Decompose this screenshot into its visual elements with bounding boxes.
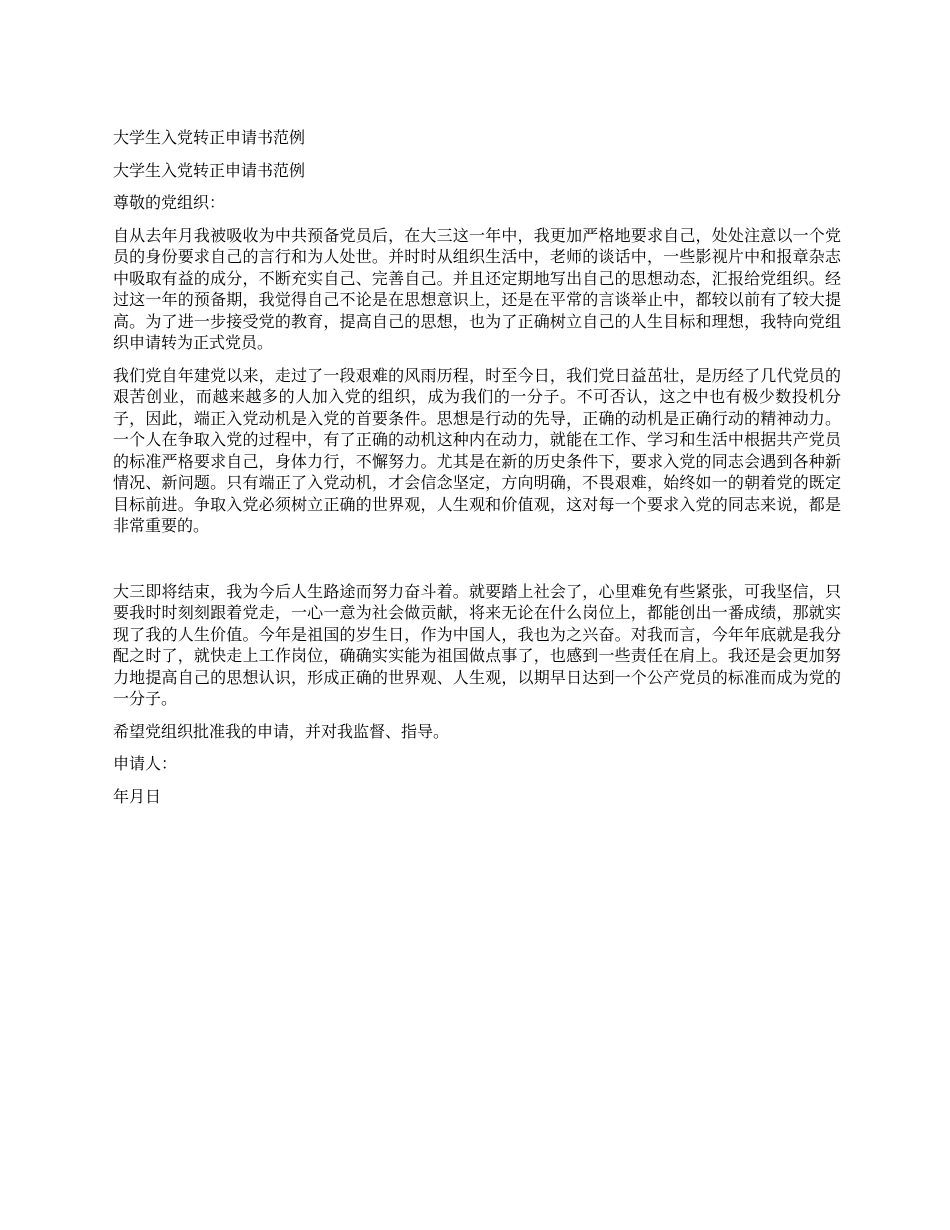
body-paragraph-1: 自从去年月我被吸收为中共预备党员后，在大三这一年中，我更加严格地要求自己，处处注意以一个党员的身份要求自己的言行和为人处世。并时时从组织生活中，老师的谈话中，一些影视片中和报章杂志中吸取有益的成分，不断充实自己、完善自己。并且还定期地写出自己的思想动态，汇报给党组织。经过这一年的预备期，我觉得自己不论是在思想意识上，还是在平常的言谈举止中，都较以前有了较大提高。为了进一步接受党的教育，提高自己的思想，也为了正确树立自己的人生目标和理想，我特向党组织申请转为正式党员。 (113, 225, 841, 352)
closing-line: 希望党组织批准我的申请，并对我监督、指导。 (113, 721, 450, 741)
document-title: 大学生入党转正申请书范例 (113, 128, 306, 147)
body-paragraph-2: 我们党自年建党以来，走过了一段艰难的风雨历程，时至今日，我们党日益茁壮，是历经了几代党员的艰苦创业，而越来越多的人加入党的组织，成为我们的一分子。不可否认，这之中也有极少数投机分子，因此，端正入党动机是入党的首要条件。思想是行动的先导，正确的动机是正确行动的精神动力。一个人在争取入党的过程中，有了正确的动机这种内在动力，就能在工作、学习和生活中根据共产党员的标准严格要求自己，身体力行，不懈努力。尤其是在新的历史条件下，要求入党的同志会遇到各种新情况、新问题。只有端正了入党动机，才会信念坚定，方向明确，不畏艰难，始终如一的朝着党的既定目标前进。争取入党必须树立正确的世界观，人生观和价值观，这对每一个要求入党的同志来说，都是非常重要的。 (113, 365, 841, 535)
applicant-label: 申请人： (113, 754, 178, 773)
date-label: 年月日 (113, 786, 162, 806)
body-paragraph-3: 大三即将结束，我为今后人生路途而努力奋斗着。就要踏上社会了，心里难免有些紧张，可我坚信，只要我时时刻刻跟着党走，一心一意为社会做贡献，将来无论在什么岗位上，都能创出一番成绩，那就实现了我的人生价值。今年是祖国的岁生日，作为中国人，我也为之兴奋。对我而言，今年年底就是我分配之时了，就快走上工作岗位，确确实实能为祖国做点事了，也感到一些责任在肩上。我还是会更加努力地提高自己的思想认识，形成正确的世界观、人生观，以期早日达到一个公产党员的标准而成为党的一分子。 (113, 581, 841, 708)
salutation: 尊敬的党组织： (113, 193, 226, 212)
document-subtitle: 大学生入党转正申请书范例 (113, 160, 306, 180)
document-page (113, 127, 841, 818)
